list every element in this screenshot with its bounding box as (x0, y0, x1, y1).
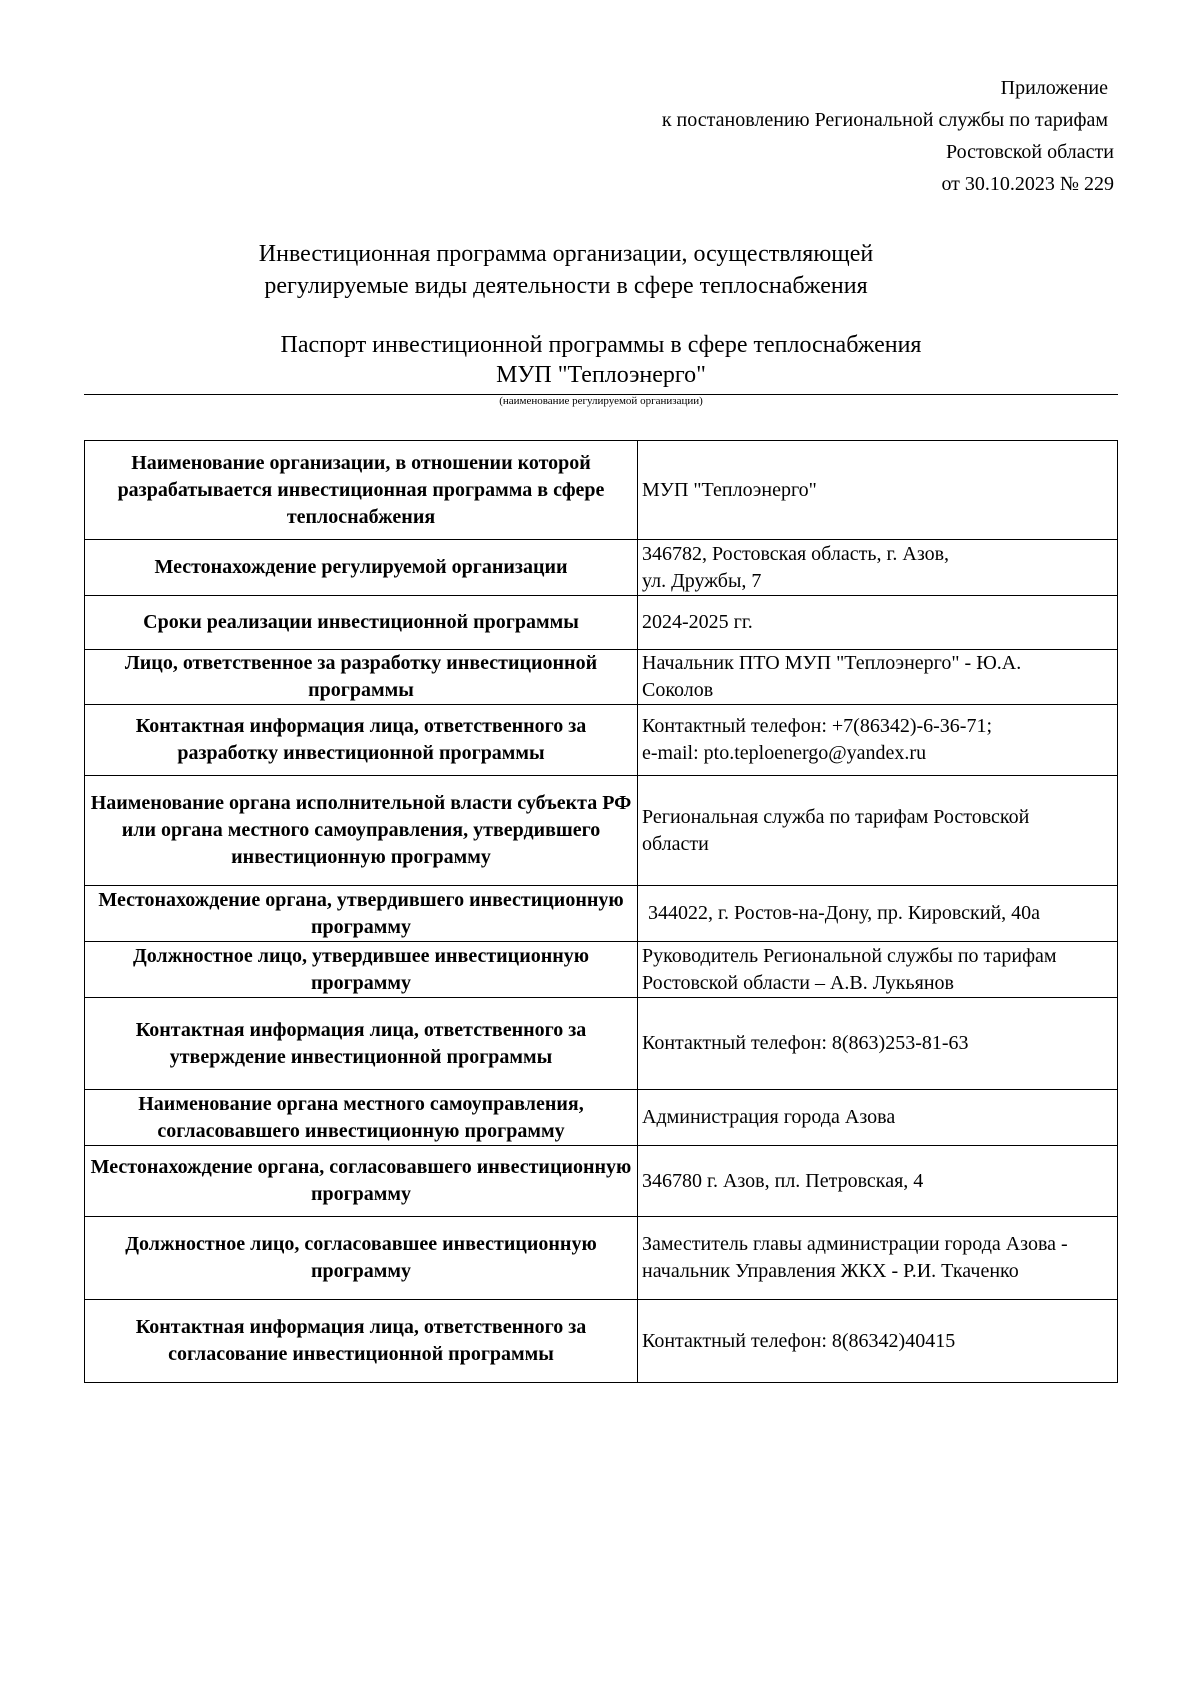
row-value: МУП "Теплоэнерго" (638, 441, 1118, 540)
row-value: Администрация города Азова (638, 1090, 1118, 1146)
row-value (638, 705, 1118, 776)
row-label: Наименование организации, в отношении которой разрабатывается инвестиционная программа в сфере теплоснабжения (85, 441, 638, 540)
table-row (85, 650, 1118, 705)
appendix-header (662, 72, 1114, 200)
row-value: Контактный телефон: 8(86342)40415 (638, 1300, 1118, 1383)
row-value (638, 942, 1118, 998)
row-value-line: Ростовской области – А.В. Лукьянов (642, 971, 954, 994)
table-row (85, 1090, 1118, 1146)
document-title (84, 238, 1118, 302)
table-row (85, 540, 1118, 596)
row-label: Сроки реализации инвестиционной программы (85, 596, 638, 650)
row-label: Местонахождение регулируемой организации (85, 540, 638, 596)
row-label: Контактная информация лица, ответственного за разработку инвестиционной программы (85, 705, 638, 776)
row-value-line: 346782, Ростовская область, г. Азов, (642, 542, 950, 565)
row-label: Наименование органа местного самоуправления, согласовавшего инвестиционную программу (85, 1090, 638, 1146)
passport-table (84, 440, 1118, 1383)
passport-title: Паспорт инвестиционной программы в сфере теплоснабжения (280, 332, 922, 358)
appendix-title: Приложение (1000, 77, 1108, 99)
passport-heading (84, 330, 1118, 390)
table-row (85, 1300, 1118, 1383)
row-label: Лицо, ответственное за разработку инвестиционной программы (85, 650, 638, 705)
row-value: 346780 г. Азов, пл. Петровская, 4 (638, 1146, 1118, 1217)
row-value-line: Начальник ПТО МУП "Теплоэнерго" - Ю.А. (642, 652, 1022, 674)
row-value-line: Контактный телефон: +7(86342)-6-36-71; (642, 715, 993, 737)
row-value (638, 540, 1118, 596)
document-title-line-2: регулируемые виды деятельности в сфере теплоснабжения (264, 273, 868, 299)
table-row (85, 705, 1118, 776)
row-label: Должностное лицо, согласовавшее инвестиционную программу (85, 1217, 638, 1300)
table-row (85, 886, 1118, 942)
row-label: Контактная информация лица, ответственного за утверждение инвестиционной программы (85, 998, 638, 1090)
row-value-line: Заместитель главы администрации города Азова - (642, 1233, 1068, 1255)
row-label: Наименование органа исполнительной власти субъекта РФ или органа местного самоуправления, утвердившего инвестиционную программу (85, 776, 638, 886)
document-title-line-1: Инвестиционная программа организации, осуществляющей (258, 241, 874, 267)
row-value (638, 650, 1118, 705)
row-value (638, 1217, 1118, 1300)
row-value-line: ул. Дружбы, 7 (642, 569, 762, 592)
row-value-line: e-mail: pto.teploenergo@yandex.ru (642, 742, 927, 764)
table-row (85, 596, 1118, 650)
row-value: 344022, г. Ростов-на-Дону, пр. Кировский, 40а (638, 886, 1118, 942)
row-value-line: Региональная служба по тарифам Ростовской (642, 805, 1030, 828)
row-value: 2024-2025 гг. (638, 596, 1118, 650)
row-value-line: Соколов (642, 679, 714, 701)
table-row (85, 441, 1118, 540)
organization-caption: (наименование регулируемой организации) (499, 395, 703, 407)
row-value-line: начальник Управления ЖКХ - Р.И. Ткаченко (642, 1260, 1019, 1282)
table-row (85, 1146, 1118, 1217)
row-value-line: Руководитель Региональной службы по тарифам (642, 944, 1057, 967)
appendix-resolution: к постановлению Региональной службы по тарифам (661, 109, 1108, 131)
row-value (638, 776, 1118, 886)
row-label: Контактная информация лица, ответственного за согласование инвестиционной программы (85, 1300, 638, 1383)
table-row (85, 1217, 1118, 1300)
table-row (85, 942, 1118, 998)
row-label: Местонахождение органа, согласовавшего инвестиционную программу (85, 1146, 638, 1217)
appendix-date-number: от 30.10.2023 № 229 (941, 173, 1114, 195)
row-value: Контактный телефон: 8(863)253-81-63 (638, 998, 1118, 1090)
row-value-line: области (642, 832, 709, 855)
appendix-region: Ростовской области (946, 141, 1114, 163)
row-label: Должностное лицо, утвердившее инвестиционную программу (85, 942, 638, 998)
table-row (85, 998, 1118, 1090)
row-label: Местонахождение органа, утвердившего инвестиционную программу (85, 886, 638, 942)
passport-organization: МУП "Теплоэнерго" (496, 362, 706, 388)
table-row (85, 776, 1118, 886)
